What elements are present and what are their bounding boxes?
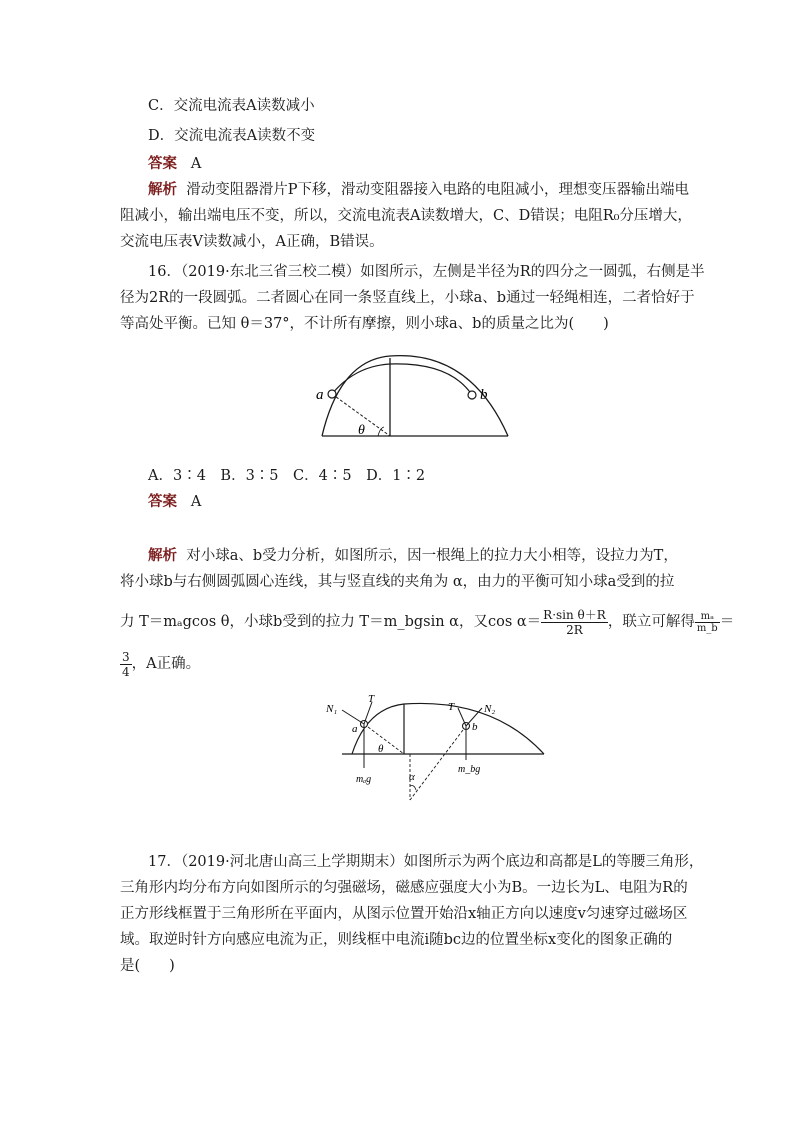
answer-value: A bbox=[190, 494, 202, 510]
radius-b-dashed bbox=[410, 726, 466, 800]
radius-dashed bbox=[364, 724, 404, 754]
fraction-numerator: mₐ bbox=[695, 611, 720, 623]
analysis-label: 解析 bbox=[148, 547, 177, 564]
option-c: C．交流电流表A读数减小 bbox=[148, 98, 315, 114]
q17-line-1: 17．（2019·河北唐山高三上学期期末）如图所示为两个底边和高都是L的等腰三角形， bbox=[148, 854, 704, 870]
fraction-numerator: 3 bbox=[122, 649, 130, 664]
q17-line-4: 域。取逆时针方向感应电流为正，则线框中电流i随bc边的位置坐标x变化的图象正确的 bbox=[120, 932, 673, 948]
fraction-cos-alpha bbox=[541, 608, 608, 637]
label-alpha: α bbox=[409, 771, 415, 783]
answer-value: A bbox=[190, 156, 202, 172]
fraction-mass-ratio bbox=[695, 611, 720, 634]
force-T-b bbox=[458, 708, 466, 726]
q16-analysis-line-3 bbox=[120, 604, 735, 640]
answer-label: 答案 bbox=[148, 155, 177, 172]
fraction-denominator: 2R bbox=[566, 622, 583, 637]
label-T-b: T bbox=[448, 701, 455, 713]
q16-analysis-line-4 bbox=[120, 646, 680, 682]
fraction-denominator: 4 bbox=[122, 664, 130, 679]
q16-line-1: 16．（2019·东北三省三校二模）如图所示，左侧是半径为R的四分之一圆弧，右侧是半 bbox=[148, 264, 705, 280]
fraction-result bbox=[120, 650, 132, 679]
q17-line-5: 是( ) bbox=[120, 958, 175, 974]
analysis-text: ＝ bbox=[719, 614, 735, 630]
label-theta: θ bbox=[358, 423, 365, 438]
label-mbg: m_bg bbox=[458, 764, 481, 775]
option-d: D．交流电流表A读数不变 bbox=[148, 128, 316, 144]
analysis-text: 对小球a、b受力分析，如图所示，因一根绳上的拉力大小相等，设拉力为T， bbox=[186, 548, 678, 564]
q16-line-2: 径为2R的一段圆弧。二者圆心在同一条竖直线上，小球a、b通过一轻绳相连，二者恰好于 bbox=[120, 290, 695, 306]
angle-arc bbox=[378, 427, 384, 436]
q16-force-diagram bbox=[312, 690, 572, 840]
analysis-text: ，A正确。 bbox=[131, 656, 201, 672]
ball-b bbox=[468, 391, 476, 399]
answer-line bbox=[148, 154, 708, 174]
ball-a bbox=[328, 390, 336, 398]
q17-line-3: 正方形线框置于三角形所在平面内，从图示位置开始沿x轴正方向以速度v匀速穿过磁场区 bbox=[120, 906, 688, 922]
label-N2: N₂ bbox=[484, 703, 496, 715]
analysis-line-2: 阻减小，输出端电压不变，所以，交流电流表A读数增大，C、D错误；电阻R₀分压增大， bbox=[120, 208, 692, 224]
q16-analysis-line-1 bbox=[148, 546, 708, 566]
label-N1: N₁ bbox=[326, 703, 338, 715]
q16-options: A．3∶4 B．3∶5 C．4∶5 D．1∶2 bbox=[148, 468, 426, 484]
analysis-line-3: 交流电压表V读数减小，A正确，B错误。 bbox=[120, 234, 384, 250]
label-T-a: T bbox=[368, 693, 375, 705]
label-b: b bbox=[472, 721, 478, 733]
q16-figure bbox=[300, 338, 540, 448]
force-N1 bbox=[342, 710, 364, 724]
label-theta: θ bbox=[378, 743, 384, 755]
analysis-label: 解析 bbox=[148, 181, 177, 198]
angle-arc-alpha bbox=[410, 786, 416, 791]
answer-label: 答案 bbox=[148, 493, 177, 510]
q16-analysis-line-2: 将小球b与右侧圆弧圆心连线，其与竖直线的夹角为 α，由力的平衡可知小球a受到的拉 bbox=[120, 574, 675, 590]
fraction-numerator: R·sin θ＋R bbox=[543, 607, 606, 622]
label-a: a bbox=[316, 387, 324, 403]
analysis-text: 滑动变阻器滑片P下移，滑动变阻器接入电路的电阻减小，理想变压器输出端电 bbox=[186, 182, 689, 198]
label-mag: mₐg bbox=[356, 774, 372, 785]
q17-line-2: 三角形内均分布方向如图所示的匀强磁场，磁感应强度大小为B。一边长为L、电阻为R的 bbox=[120, 880, 688, 896]
label-a: a bbox=[352, 723, 358, 735]
q16-line-3: 等高处平衡。已知 θ＝37°，不计所有摩擦，则小球a、b的质量之比为( ) bbox=[120, 316, 609, 332]
fraction-denominator: m_b bbox=[696, 622, 718, 634]
analysis-line-1 bbox=[148, 180, 708, 200]
analysis-text: 力 T＝mₐgcos θ，小球b受到的拉力 T＝m_bgsin α，又cos α＝ bbox=[120, 614, 542, 630]
label-b: b bbox=[480, 387, 488, 403]
analysis-text: ，联立可解得 bbox=[607, 614, 695, 630]
q16-answer-line bbox=[148, 492, 708, 512]
